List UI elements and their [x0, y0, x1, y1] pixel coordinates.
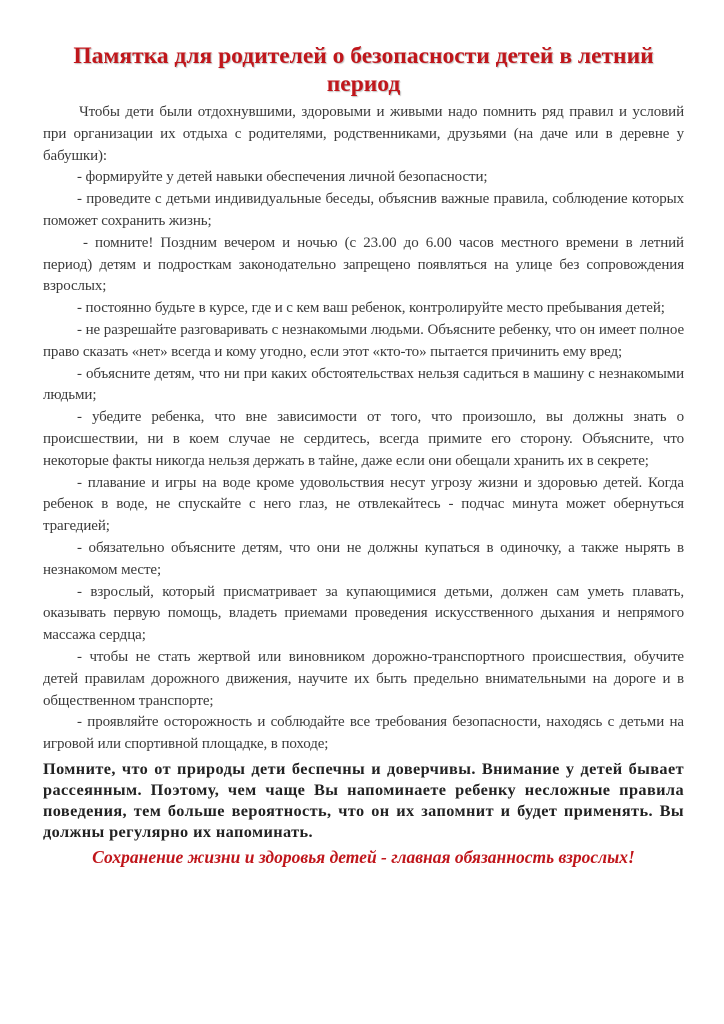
rule-item: - взрослый, который присматривает за купающимися детьми, должен сам уметь плавать, оказывать первую помощь, владеть приемами проведения искусственного дыхания и непрямого массажа сердца; — [43, 583, 684, 644]
rule-item: - формируйте у детей навыки обеспечения личной безопасности; — [77, 169, 488, 186]
memo-title: Памятка для родителей о безопасности детей в летний период — [73, 43, 654, 97]
rule-item: - убедите ребенка, что вне зависимости от того, что произошло, вы должны знать о происшествии, ни в коем случае не сердитесь, всегда примите его сторону. Объясните, что некоторые факты никогда нельзя держать в тайне, даже если они обещали хранить их в секрете; — [43, 409, 684, 469]
rule-item: - объясните детям, что ни при каких обстоятельствах нельзя садиться в машину с незнакомыми людьми; — [43, 365, 684, 404]
rule-item: - обязательно объясните детям, что они не должны купаться в одиночку, а также нырять в незнакомом месте; — [43, 539, 684, 578]
warning-paragraph: Помните, что от природы дети беспечны и доверчивы. Внимание у детей бывает рассеянным. Поэтому, чем чаще Вы напоминаете ребенку несложные правила поведения, тем больше вероятность, что он их запомнит и будет применять. Вы должны регулярно их напоминать. — [43, 758, 684, 841]
rule-item: - постоянно будьте в курсе, где и с кем ваш ребенок, контролируйте место пребывания детей; — [77, 300, 665, 317]
rule-item: - чтобы не стать жертвой или виновником дорожно-транспортного происшествия, обучите детей правилам дорожного движения, научите их быть предельно внимательными на дороге и в общественном транспорте; — [43, 648, 684, 709]
memo-body — [43, 102, 684, 756]
rule-item: - плавание и игры на воде кроме удовольствия несут угрозу жизни и здоровью детей. Когда ребенок в воде, не спускайте с него глаз, не отвлекайтесь - подчас минута может обернуться трагедией; — [43, 474, 684, 535]
rule-item: - проявляйте осторожность и соблюдайте все требования безопасности, находясь с детьми на игровой или спортивной площадке, в походе; — [43, 714, 684, 753]
rule-item: - помните! Поздним вечером и ночью (с 23.00 до 6.00 часов местного времени в летний период) детям и подросткам законодательно запрещено появляться на улице без сопровождения взрослых; — [43, 234, 684, 295]
rule-item: - не разрешайте разговаривать с незнакомыми людьми. Объясните ребенку, что он имеет полное право сказать «нет» всегда и кому угодно, если этот «кто-то» пытается причинить ему вред; — [43, 321, 684, 360]
intro-paragraph: Чтобы дети были отдохнувшими, здоровыми и живыми надо помнить ряд правил и условий при организации их отдыха с родителями, родственниками, друзьями (на даче или в деревне у бабушки): — [43, 104, 684, 164]
rule-item: - проведите с детьми индивидуальные беседы, объяснив важные правила, соблюдение которых поможет сохранить жизнь; — [43, 191, 684, 229]
closing-slogan: Сохранение жизни и здоровья детей - главная обязанность взрослых! — [92, 846, 635, 867]
